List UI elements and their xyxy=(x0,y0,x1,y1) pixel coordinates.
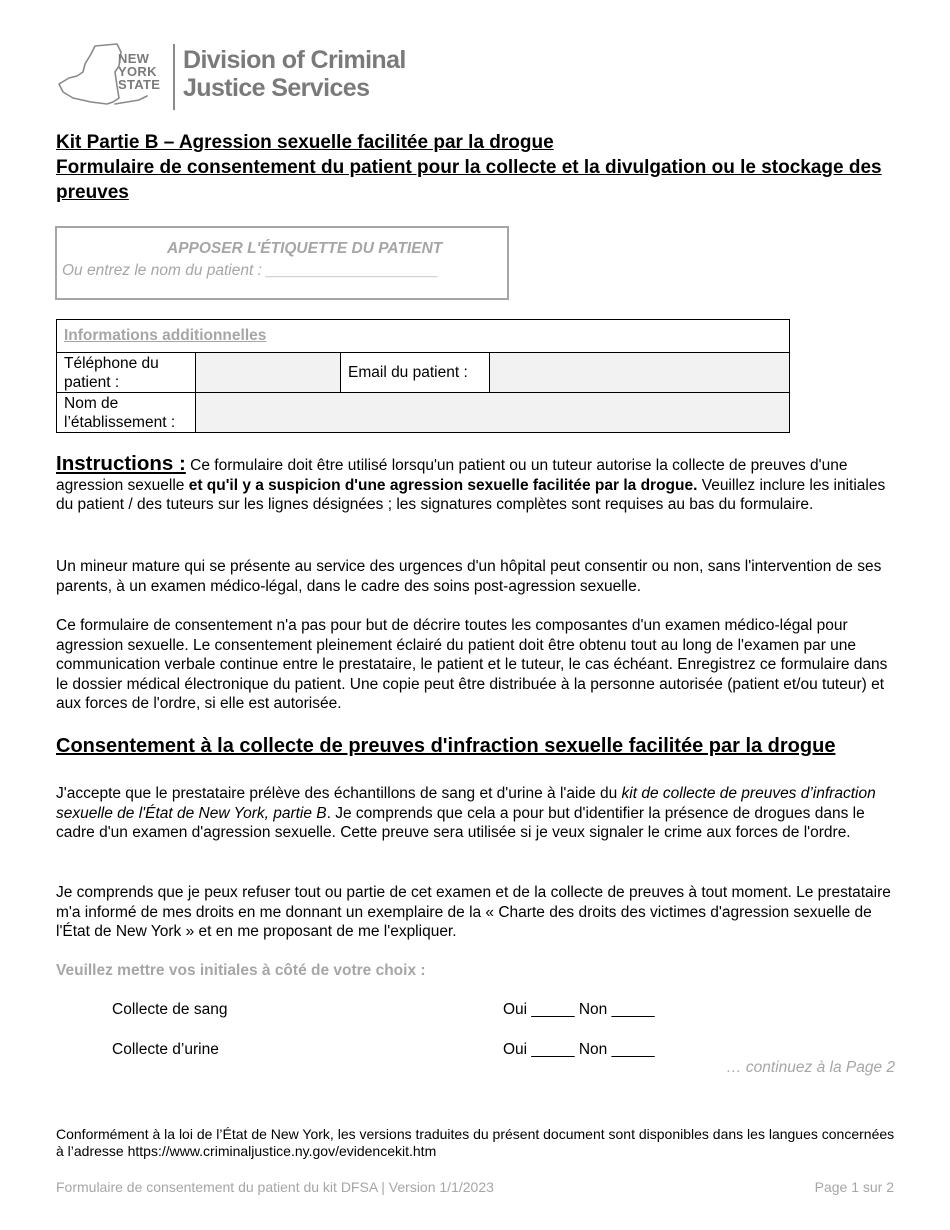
instructions-bold-text: et qu'il y a suspicion d'une agression sexuelle facilitée par la drogue. xyxy=(188,476,698,494)
logo-state-word: NEW xyxy=(118,51,150,66)
mature-minor-paragraph: Un mineur mature qui se présente au service des urgences d'un hôpital peut consentir ou non, sans l'intervention de ses parents, à un examen médico-légal, dans le cadre des soins post-agression sexuelle. xyxy=(56,558,882,595)
facility-label: Nom de l’établissement : xyxy=(57,393,196,433)
translation-note: Conformément à la loi de l’État de New York, les versions traduites du présent document sont disponibles dans les langues concernées à l’adresse https://www.criminaljustice.ny.gov/evidencekit.htm xyxy=(56,1126,895,1159)
page-number: Page 1 sur 2 xyxy=(814,1179,894,1195)
instructions-text: Ce formulaire doit être utilisé lorsqu'un patient ou un tuteur autorise la collecte de preuves d'une agression sexuelle xyxy=(56,457,848,494)
facility-field[interactable] xyxy=(196,393,790,433)
consent-paragraph xyxy=(56,784,898,843)
initials-prompt: Veuillez mettre vos initiales à côté de votre choix : xyxy=(56,962,426,979)
urine-collection-label: Collecte d’urine xyxy=(112,1041,219,1058)
consent-text-end: . Je comprends que cela a pour but d'identifier la présence de drogues dans le cadre d'un examen d'agression sexuelle. Cette preuve sera utilisée si je veux signaler le crime aux forces de l'ordre. xyxy=(56,804,865,842)
nys-dcjs-logo xyxy=(55,42,415,114)
instructions-text-end: Veuillez inclure les initiales du patient / des tuteurs sur les lignes désignées ; les signatures complètes sont requises au bas du formulaire. xyxy=(56,476,886,514)
title-line1: Kit Partie B – Agression sexuelle facilitée par la drogue xyxy=(56,132,554,153)
instructions-paragraph xyxy=(56,454,898,515)
email-field[interactable] xyxy=(490,353,790,393)
footer-form-version: Formulaire de consentement du patient du kit DFSA | Version 1/1/2023 xyxy=(56,1179,494,1195)
consent-section-heading: Consentement à la collecte de preuves d'infraction sexuelle facilitée par la drogue xyxy=(56,735,836,757)
email-label: Email du patient : xyxy=(341,353,490,393)
logo-state-word: STATE xyxy=(118,77,161,92)
phone-label: Téléphone du patient : xyxy=(57,353,196,393)
patient-name-prompt[interactable]: Ou entrez le nom du patient : ____________________ xyxy=(62,262,439,279)
urine-collection-initials[interactable]: Oui _____ Non _____ xyxy=(503,1041,655,1058)
additional-info-heading: Informations additionnelles xyxy=(57,320,790,353)
patient-label-heading: APPOSER L'ÉTIQUETTE DU PATIENT xyxy=(167,240,443,257)
blood-collection-label: Collecte de sang xyxy=(112,1001,228,1018)
instructions-heading: Instructions : xyxy=(56,452,186,475)
page-title xyxy=(56,130,896,205)
patient-label-box[interactable] xyxy=(55,226,509,300)
additional-info-table xyxy=(56,319,790,433)
consent-kit-name: kit de collecte de preuves d’infraction sexuelle de l'État de New York, partie B xyxy=(56,785,876,822)
consent-text: J'accepte que le prestataire prélève des échantillons de sang et d'urine à l'aide du xyxy=(56,785,622,802)
logo-divider xyxy=(173,44,175,110)
logo-state-wordmark xyxy=(118,52,160,91)
refusal-rights-paragraph: Je comprends que je peux refuser tout ou partie de cet examen et de la collecte de preuves à tout moment. Le prestataire m'a informé de mes droits en me donnant un exemplaire de la « Charte des droits des victimes d'agression sexuelle de l'État de New York » et en me proposant de me l'expliquer. xyxy=(56,884,891,941)
logo-state-word: YORK xyxy=(118,64,157,79)
blood-collection-initials[interactable]: Oui _____ Non _____ xyxy=(503,1001,655,1018)
logo-name-line1: Division of Criminal xyxy=(183,46,406,74)
logo-agency-name xyxy=(183,46,406,102)
continue-note: … continuez à la Page 2 xyxy=(726,1059,895,1076)
phone-field[interactable] xyxy=(196,353,341,393)
consent-scope-paragraph: Ce formulaire de consentement n'a pas pour but de décrire toutes les composantes d'un examen médico-légal pour agression sexuelle. Le consentement pleinement éclairé du patient doit être obtenu tout au long de l'examen par une communication verbale continue entre le prestataire, le patient et le tuteur, le cas échéant. Enregistrez ce formulaire dans le dossier médical électronique du patient. Une copie peut être distribuée à la personne autorisée (patient et/ou tuteur) et aux forces de l'ordre, si elle est autorisée. xyxy=(56,617,888,713)
title-line2: Formulaire de consentement du patient pour la collecte et la divulgation ou le stockage des preuves xyxy=(56,157,882,203)
logo-name-line2: Justice Services xyxy=(183,74,370,102)
